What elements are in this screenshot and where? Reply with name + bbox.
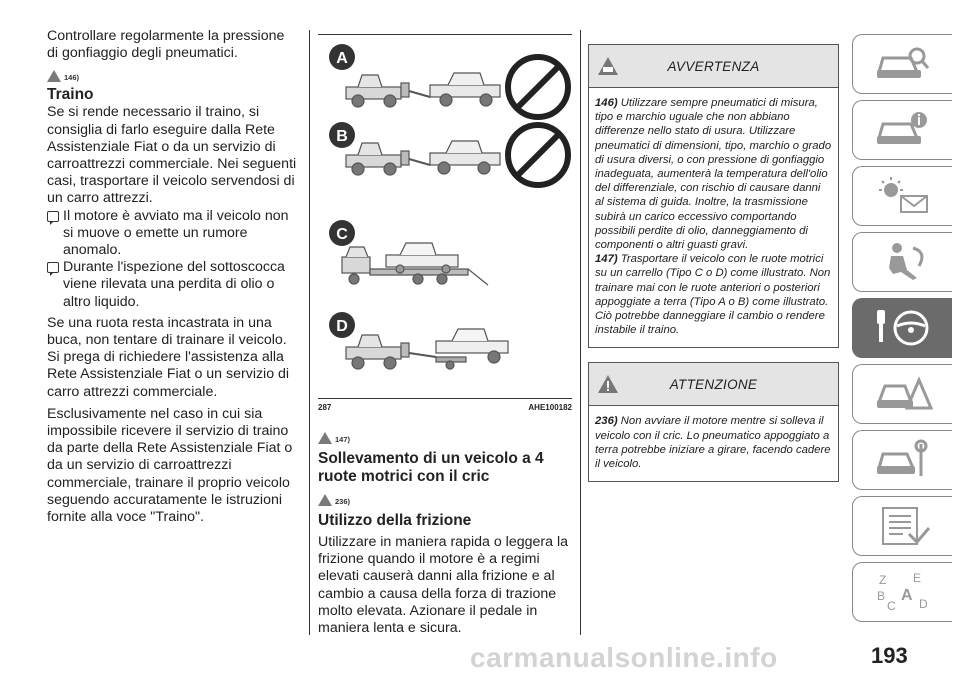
- section-heading-jack: Sollevamento di un veicolo a 4 ruote motrici con il cric: [318, 450, 544, 485]
- warning-ref-number: 147): [335, 435, 351, 444]
- column-left: [47, 28, 297, 526]
- note-item: [47, 259, 297, 311]
- alphabet-index-icon: [873, 570, 933, 614]
- checklist-icon: [873, 504, 933, 548]
- column-middle: [318, 34, 572, 637]
- note-bubble-icon: [47, 211, 59, 222]
- flatbed-scene-c: [342, 243, 488, 285]
- caution-box-title: ATTENZIONE: [669, 376, 758, 392]
- figure-label-c: [329, 220, 355, 246]
- caution-box: [588, 362, 839, 482]
- paragraph: Esclusivamente nel caso in cui sia impossibile ricevere il servizio di traino da parte della Rete Assistenziale Fiat o da un servizio di carroattrezzi commerciale, trainare il proprio veicolo seguendo accuratamente le istruzioni fornite alla voce "Traino".: [47, 405, 293, 526]
- column-right: [588, 44, 839, 482]
- svg-text:C: C: [336, 226, 348, 243]
- note-text: Durante l'ispezione del sottoscocca viene rilevata una perdita di olio o altro liquido.: [63, 259, 285, 310]
- car-info-icon: [873, 108, 933, 152]
- warning-text: Trasportare il veicolo con le ruote motrici su un carrello (Tipo C o D) come illustrato. Non trainare mai con le ruote anteriori o posteriori appoggiate a terra (Tipo A o B) come illustrato. Ciò potrebbe danneggiare il cambio o rendere instabile il traino.: [595, 253, 831, 337]
- figure-code: AHE100182: [528, 403, 572, 412]
- caution-ref-number: 236): [335, 497, 351, 506]
- prohibited-icon: [508, 125, 568, 185]
- tow-scene-b: [346, 141, 500, 175]
- chapter-tabs: [852, 34, 952, 628]
- key-steering-wheel-icon: [873, 306, 933, 350]
- figure-number: 287: [318, 403, 332, 412]
- caution-text: Non avviare il motore mentre si solleva il veicolo con il cric. Lo pneumatico appoggiato a terra potrebbe iniziare a girare, facendo cadere il veicolo.: [595, 415, 831, 471]
- person-airbag-icon: [873, 240, 933, 284]
- watermark: carmanualsonline.info: [470, 642, 778, 673]
- tab-starting-driving[interactable]: [852, 298, 952, 358]
- tab-lights-messages[interactable]: [852, 166, 952, 226]
- svg-text:D: D: [336, 318, 348, 335]
- svg-text:C: C: [886, 599, 896, 613]
- tow-scene-a: [346, 73, 500, 107]
- column-divider: [309, 30, 310, 635]
- dolly-scene-d: [346, 329, 508, 369]
- note-text: Il motore è avviato ma il veicolo non si muove o emette un rumore anomalo.: [63, 207, 289, 259]
- svg-text:E: E: [912, 571, 921, 585]
- paragraph: Se una ruota resta incastrata in una buca, non tentare di trainare il veicolo. Si prega di richiedere l'assistenza alla Rete Assistenziale Fiat o un servizio di carro attrezzi commerciale.: [47, 314, 290, 400]
- warning-box-title: AVVERTENZA: [667, 58, 760, 74]
- clutch-paragraph: Utilizzare in maniera rapida o leggera la frizione quando il motore è a regimi elevati causerà danni alla frizione e al cambio a causa della forza di trazione molto elevata. Azionare il pedale in maniera lenta e sicura.: [318, 534, 568, 637]
- note-bubble-icon: [47, 262, 59, 273]
- figure-caption: [318, 398, 572, 412]
- warning-triangle-icon: [318, 494, 332, 506]
- tab-index[interactable]: [852, 562, 952, 622]
- warning-ref: [318, 426, 572, 444]
- figure-label-b: [329, 122, 355, 148]
- warning-box: [588, 44, 839, 348]
- light-envelope-icon: [873, 174, 933, 218]
- caution-number: 236): [595, 415, 618, 428]
- warning-triangle-icon: [318, 432, 332, 444]
- warning-ref: [47, 64, 297, 82]
- towing-illustration: [318, 35, 572, 393]
- warning-box-body: [589, 87, 838, 347]
- car-warning-icon: [597, 55, 619, 77]
- page-number: 193: [871, 643, 908, 668]
- tab-maintenance[interactable]: [852, 430, 952, 490]
- tab-car-magnifier[interactable]: [852, 34, 952, 94]
- section-heading-clutch: Utilizzo della frizione: [318, 512, 472, 529]
- svg-text:A: A: [900, 587, 913, 604]
- car-magnifier-icon: [873, 42, 933, 86]
- tab-car-info[interactable]: [852, 100, 952, 160]
- traino-paragraph: Se si rende necessario il traino, si consiglia di farlo eseguire dalla Rete Assistenziale Fiat o da un servizio di carroattrezzi commerciale. Nei seguenti casi, trasportare il veicolo servendosi di un carro attrezzi.: [47, 104, 297, 207]
- warning-number: 146): [595, 97, 618, 109]
- svg-text:D: D: [918, 597, 928, 611]
- tab-emergency[interactable]: [852, 364, 952, 424]
- caution-ref: [318, 488, 572, 506]
- caution-box-header: [589, 363, 838, 405]
- warning-triangle-icon: [47, 70, 61, 82]
- warning-text: Utilizzare sempre pneumatici di misura, tipo e marchio uguale che non abbiano differenze nello stato di usura. Utilizzare pneumatici di dimensioni, tipo, marchio o grado di usura diversi, o con pressione di gonfiaggio inadeguata, aumenterà la temperatura dell'olio del differenziale, con rischio di causare danni al sistema di guida. Inoltre, la trasmissione subirà un carico eccessivo comportando possibili perdite di olio, danneggiamento di componenti o altri guasti gravi.: [595, 97, 832, 252]
- column-divider: [580, 30, 581, 635]
- svg-text:Z: Z: [878, 573, 886, 587]
- figure-label-a: [329, 44, 355, 70]
- car-breakdown-warning-icon: [873, 372, 933, 416]
- exclamation-triangle-icon: [597, 373, 619, 395]
- svg-text:B: B: [336, 128, 348, 145]
- warning-box-header: [589, 45, 838, 87]
- tab-safety[interactable]: [852, 232, 952, 292]
- svg-text:B: B: [876, 589, 885, 603]
- prohibited-icon: [508, 57, 568, 117]
- car-tools-icon: [873, 438, 933, 482]
- svg-text:A: A: [336, 50, 348, 67]
- warning-ref-number: 146): [64, 73, 80, 83]
- towing-figure: [318, 34, 572, 392]
- tab-technical-data[interactable]: [852, 496, 952, 556]
- figure-label-d: [329, 312, 355, 338]
- note-item: [47, 208, 297, 260]
- warning-number: 147): [595, 253, 618, 266]
- section-heading-traino: Traino: [47, 86, 94, 104]
- tire-pressure-text: Controllare regolarmente la pressione di gonfiaggio degli pneumatici.: [47, 28, 285, 62]
- caution-box-body: [589, 405, 838, 481]
